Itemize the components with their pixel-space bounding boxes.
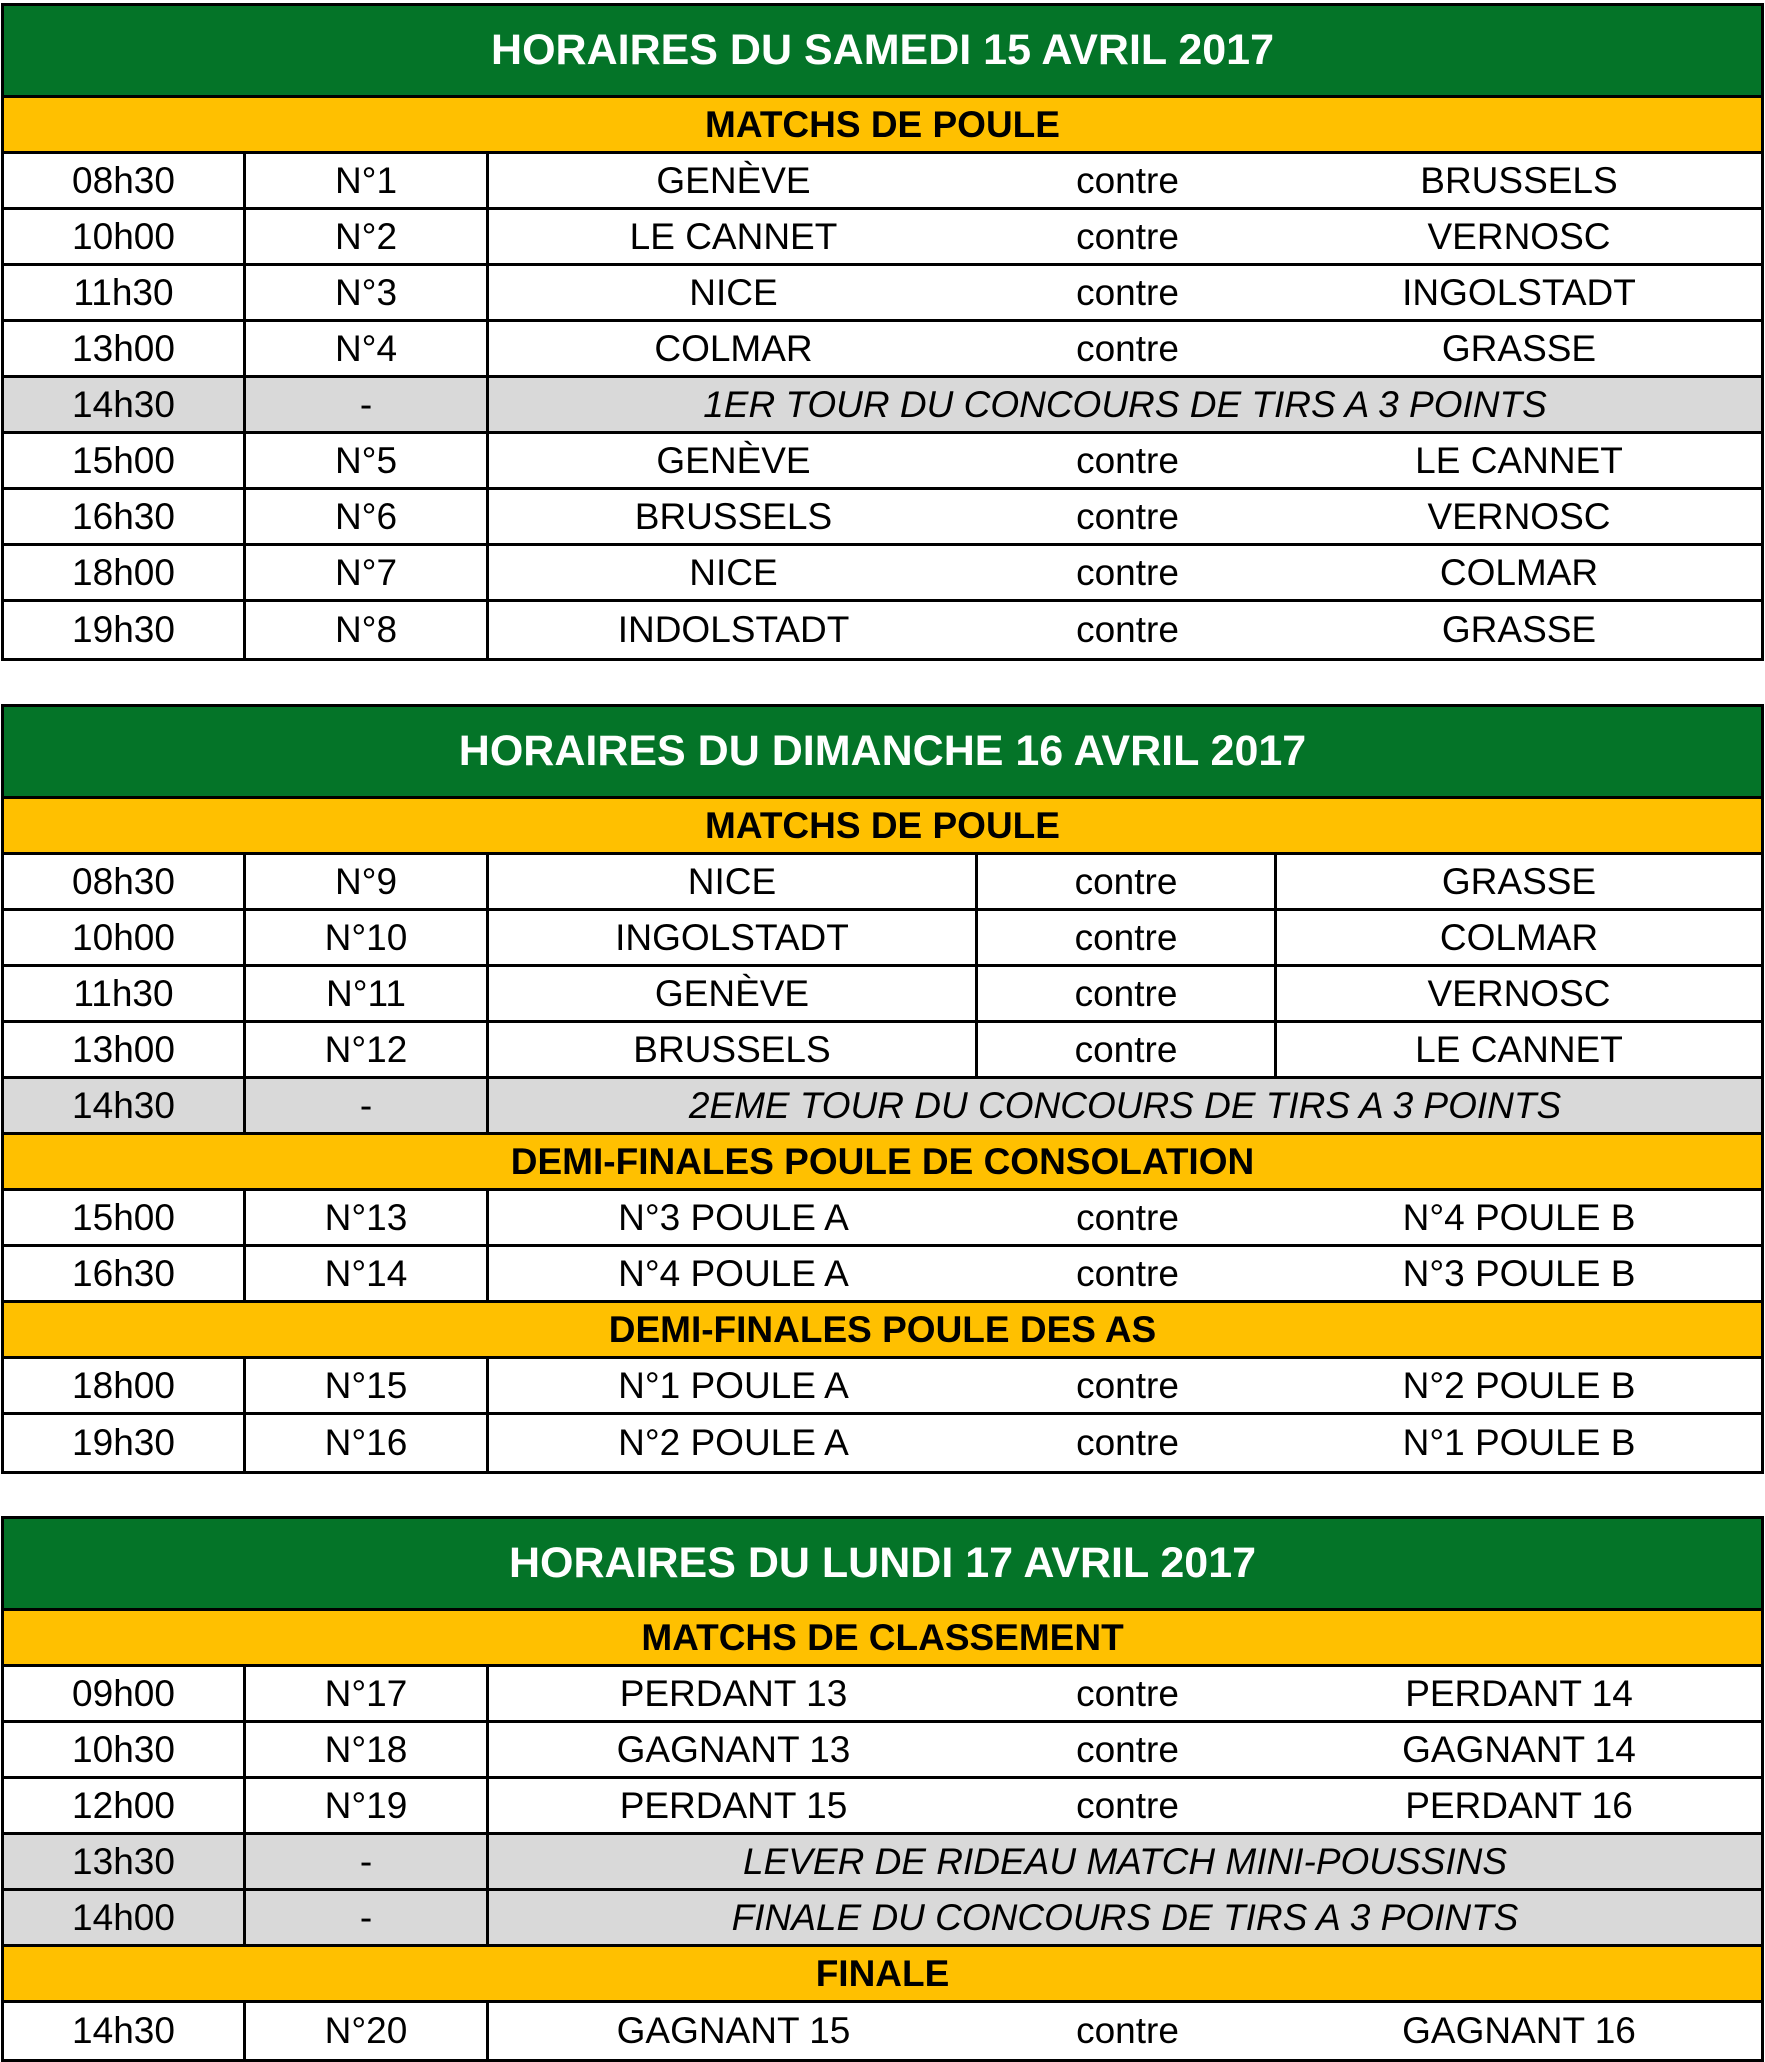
versus-cell: contre — [1076, 551, 1179, 593]
team-a-cell: GAGNANT 15 — [616, 2010, 851, 2051]
team-b-cell: INGOLSTADT — [1402, 271, 1636, 313]
versus-cell: contre — [1076, 271, 1179, 313]
team-b-cell: VERNOSC — [1427, 215, 1611, 257]
versus-cell: contre — [978, 855, 1277, 908]
versus-cell: contre — [1076, 1364, 1179, 1406]
match-row — [4, 2003, 1761, 2059]
time-cell: 13h30 — [4, 1835, 246, 1888]
time-cell: 10h00 — [4, 210, 246, 263]
section-header: MATCHS DE POULE — [4, 98, 1761, 154]
match-number-cell: N°18 — [246, 1723, 489, 1776]
match-row — [4, 322, 1761, 378]
day-title: HORAIRES DU LUNDI 17 AVRIL 2017 — [4, 1519, 1761, 1611]
event-label: FINALE DU CONCOURS DE TIRS A 3 POINTS — [731, 1896, 1519, 1938]
section-header: DEMI-FINALES POULE DES AS — [4, 1303, 1761, 1359]
team-a-cell: INGOLSTADT — [489, 911, 978, 964]
match-row — [4, 1779, 1761, 1835]
day-title: HORAIRES DU SAMEDI 15 AVRIL 2017 — [4, 6, 1761, 98]
team-a-cell: GENÈVE — [656, 439, 811, 481]
team-b-cell: COLMAR — [1439, 551, 1599, 593]
match-number-cell: N°2 — [246, 210, 489, 263]
match-row — [4, 434, 1761, 490]
versus-cell: contre — [1076, 1422, 1179, 1463]
event-label: 2EME TOUR DU CONCOURS DE TIRS A 3 POINTS — [688, 1084, 1562, 1126]
time-cell: 10h30 — [4, 1723, 246, 1776]
match-number-cell: N°19 — [246, 1779, 489, 1832]
time-cell: 10h00 — [4, 911, 246, 964]
team-b-cell: COLMAR — [1439, 916, 1599, 958]
match-number-cell: N°14 — [246, 1247, 489, 1300]
event-label: LEVER DE RIDEAU MATCH MINI-POUSSINS — [742, 1840, 1508, 1882]
time-cell: 13h00 — [4, 1023, 246, 1076]
team-a-cell: PERDANT 15 — [619, 1784, 848, 1826]
number-cell: - — [246, 1079, 489, 1132]
versus-cell: contre — [1076, 159, 1179, 201]
versus-cell: contre — [1076, 1252, 1179, 1294]
match-row — [4, 490, 1761, 546]
time-cell: 09h00 — [4, 1667, 246, 1720]
team-b-cell: N°2 POULE B — [1402, 1364, 1636, 1406]
match-row — [4, 154, 1761, 210]
match-number-cell: N°9 — [246, 855, 489, 908]
team-b-cell: LE CANNET — [1415, 1028, 1623, 1070]
match-row — [4, 855, 1761, 911]
time-cell: 16h30 — [4, 490, 246, 543]
event-row — [4, 1835, 1761, 1891]
time-cell: 19h30 — [4, 602, 246, 658]
team-a-cell: N°1 POULE A — [618, 1364, 849, 1406]
match-number-cell: N°11 — [246, 967, 489, 1020]
match-number-cell: N°8 — [246, 602, 489, 658]
number-cell: - — [246, 1835, 489, 1888]
team-b-cell: PERDANT 16 — [1405, 1784, 1633, 1826]
match-row — [4, 210, 1761, 266]
time-cell: 08h30 — [4, 154, 246, 207]
time-cell: 12h00 — [4, 1779, 246, 1832]
schedule-monday — [1, 1516, 1764, 2062]
team-a-cell: GENÈVE — [656, 159, 811, 201]
team-b-cell: N°3 POULE B — [1402, 1252, 1636, 1294]
match-row — [4, 1359, 1761, 1415]
team-a-cell: BRUSSELS — [634, 495, 833, 537]
team-a-cell: COLMAR — [654, 327, 813, 369]
team-a-cell: NICE — [689, 271, 778, 313]
time-cell: 13h00 — [4, 322, 246, 375]
team-b-cell: LE CANNET — [1415, 439, 1623, 481]
team-a-cell: BRUSSELS — [489, 1023, 978, 1076]
versus-cell: contre — [1076, 609, 1179, 650]
match-number-cell: N°15 — [246, 1359, 489, 1412]
versus-cell: contre — [1076, 495, 1179, 537]
match-number-cell: N°13 — [246, 1191, 489, 1244]
section-header: MATCHS DE CLASSEMENT — [4, 1611, 1761, 1667]
versus-cell: contre — [1076, 215, 1179, 257]
number-cell: - — [246, 378, 489, 431]
match-number-cell: N°7 — [246, 546, 489, 599]
match-number-cell: N°1 — [246, 154, 489, 207]
team-b-cell: PERDANT 14 — [1405, 1672, 1633, 1714]
match-number-cell: N°16 — [246, 1415, 489, 1471]
team-b-cell: N°1 POULE B — [1402, 1422, 1636, 1463]
team-b-cell: GAGNANT 16 — [1402, 2010, 1636, 2051]
match-number-cell: N°10 — [246, 911, 489, 964]
match-row — [4, 1667, 1761, 1723]
team-b-cell: BRUSSELS — [1420, 159, 1618, 201]
number-cell: - — [246, 1891, 489, 1944]
event-row — [4, 1079, 1761, 1135]
time-cell: 19h30 — [4, 1415, 246, 1471]
match-number-cell: N°5 — [246, 434, 489, 487]
team-a-cell: NICE — [689, 551, 778, 593]
team-a-cell: N°4 POULE A — [618, 1252, 849, 1294]
versus-cell: contre — [978, 911, 1277, 964]
time-cell: 14h30 — [4, 378, 246, 431]
match-row — [4, 1247, 1761, 1303]
time-cell: 18h00 — [4, 1359, 246, 1412]
match-row — [4, 1191, 1761, 1247]
team-b-cell: GAGNANT 14 — [1402, 1728, 1636, 1770]
versus-cell: contre — [1076, 1196, 1179, 1238]
time-cell: 15h00 — [4, 434, 246, 487]
time-cell: 16h30 — [4, 1247, 246, 1300]
match-number-cell: N°20 — [246, 2003, 489, 2059]
team-b-cell: VERNOSC — [1427, 495, 1611, 537]
time-cell: 14h00 — [4, 1891, 246, 1944]
time-cell: 08h30 — [4, 855, 246, 908]
team-a-cell: GAGNANT 13 — [616, 1728, 851, 1770]
time-cell: 14h30 — [4, 2003, 246, 2059]
match-row — [4, 1023, 1761, 1079]
section-header: MATCHS DE POULE — [4, 799, 1761, 855]
match-number-cell: N°6 — [246, 490, 489, 543]
match-row — [4, 1415, 1761, 1471]
team-b-cell: N°4 POULE B — [1402, 1196, 1636, 1238]
team-a-cell: N°2 POULE A — [618, 1422, 849, 1463]
match-row — [4, 602, 1761, 658]
event-row — [4, 1891, 1761, 1947]
team-a-cell: PERDANT 13 — [619, 1672, 848, 1714]
time-cell: 18h00 — [4, 546, 246, 599]
section-header: FINALE — [4, 1947, 1761, 2003]
team-b-cell: GRASSE — [1441, 860, 1597, 902]
match-number-cell: N°12 — [246, 1023, 489, 1076]
event-label: 1ER TOUR DU CONCOURS DE TIRS A 3 POINTS — [703, 383, 1547, 425]
time-cell: 14h30 — [4, 1079, 246, 1132]
match-row — [4, 266, 1761, 322]
match-row — [4, 967, 1761, 1023]
team-b-cell: GRASSE — [1441, 327, 1597, 369]
versus-cell: contre — [1076, 2010, 1179, 2051]
versus-cell: contre — [978, 967, 1277, 1020]
match-number-cell: N°4 — [246, 322, 489, 375]
match-number-cell: N°17 — [246, 1667, 489, 1720]
team-b-cell: VERNOSC — [1427, 972, 1611, 1014]
team-b-cell: GRASSE — [1441, 609, 1597, 650]
team-a-cell: GENÈVE — [489, 967, 978, 1020]
event-row — [4, 378, 1761, 434]
match-number-cell: N°3 — [246, 266, 489, 319]
match-row — [4, 546, 1761, 602]
schedule-sunday — [1, 704, 1764, 1474]
team-a-cell: INDOLSTADT — [617, 609, 850, 650]
section-header: DEMI-FINALES POULE DE CONSOLATION — [4, 1135, 1761, 1191]
time-cell: 15h00 — [4, 1191, 246, 1244]
versus-cell: contre — [1076, 1784, 1179, 1826]
versus-cell: contre — [978, 1023, 1277, 1076]
versus-cell: contre — [1076, 1728, 1179, 1770]
versus-cell: contre — [1076, 1672, 1179, 1714]
versus-cell: contre — [1076, 439, 1179, 481]
time-cell: 11h30 — [4, 967, 246, 1020]
match-row — [4, 1723, 1761, 1779]
team-a-cell: NICE — [489, 855, 978, 908]
match-row — [4, 911, 1761, 967]
team-a-cell: N°3 POULE A — [618, 1196, 849, 1238]
schedule-saturday — [1, 3, 1764, 661]
day-title: HORAIRES DU DIMANCHE 16 AVRIL 2017 — [4, 707, 1761, 799]
team-a-cell: LE CANNET — [629, 215, 838, 257]
time-cell: 11h30 — [4, 266, 246, 319]
versus-cell: contre — [1076, 327, 1179, 369]
